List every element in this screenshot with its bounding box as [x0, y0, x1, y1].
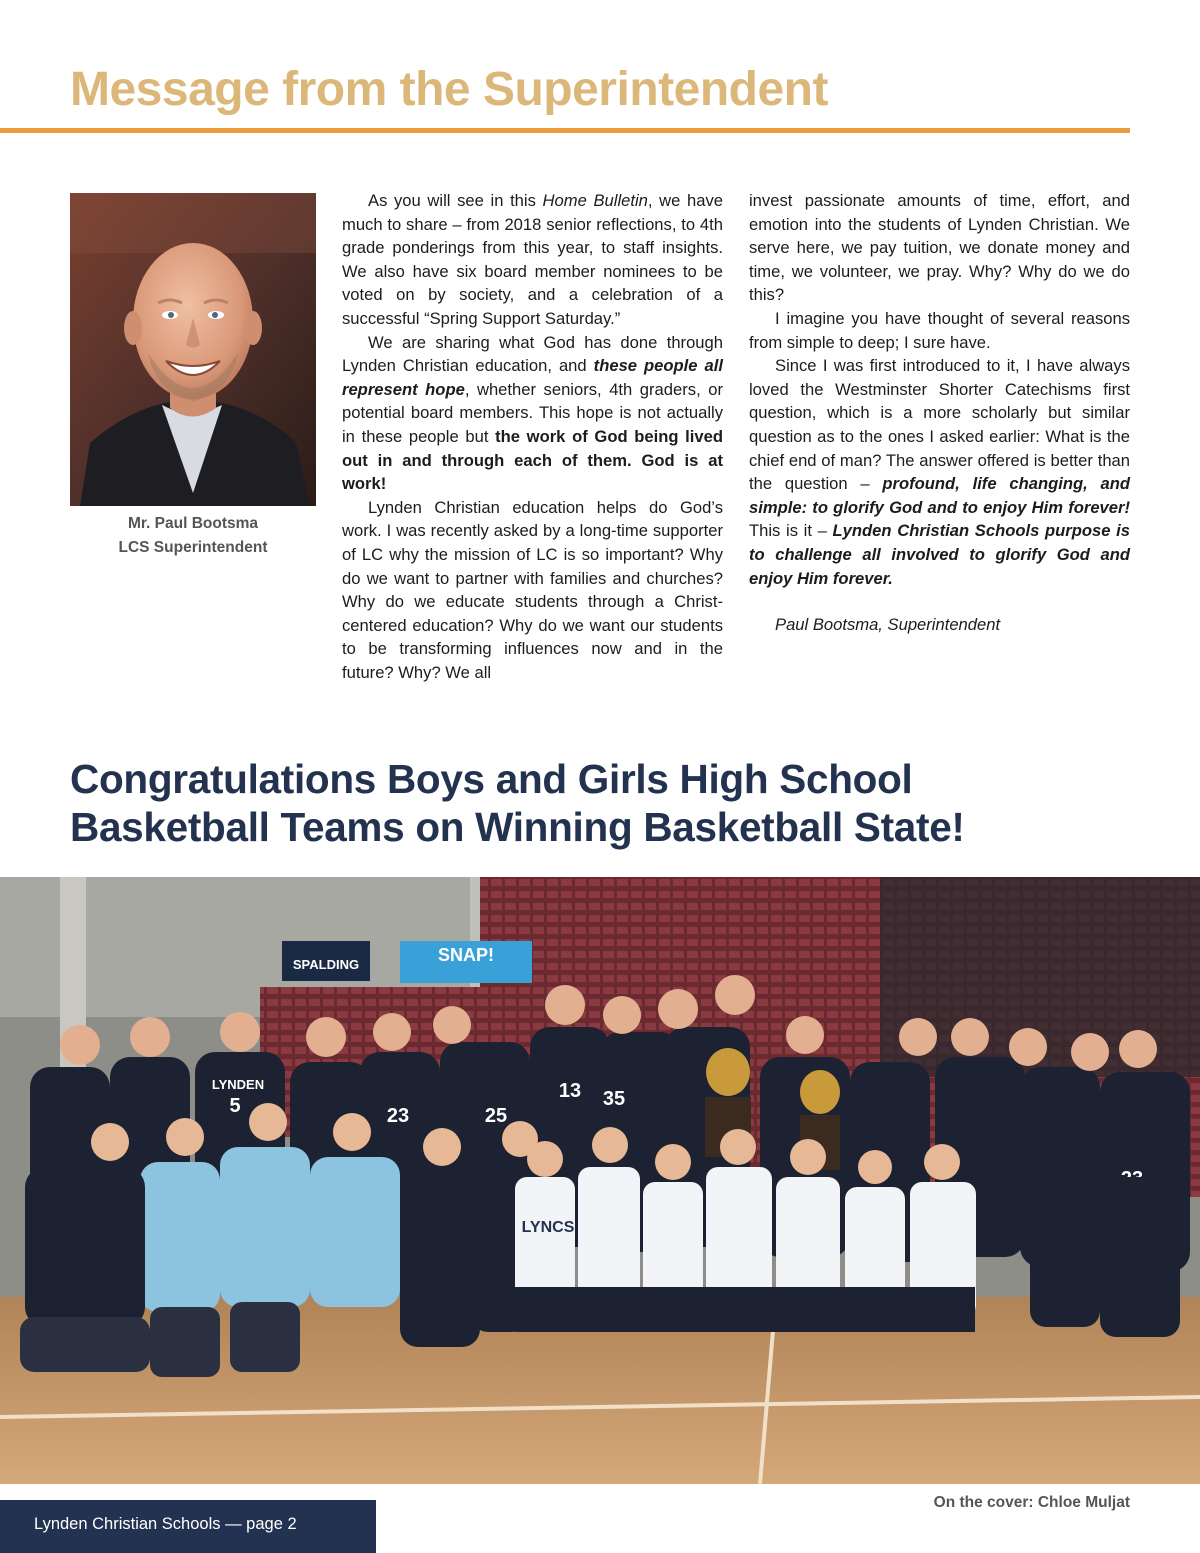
p1-text-b: , we have much to share – from 2018 senior reflections, to 4th grade ponderings from this year, to staff insights. We also have six board member nominees to be voted on by society, and a celebration of a successful “Spring Support Saturday.”	[342, 191, 723, 328]
portrait-caption	[70, 512, 316, 560]
letter-column-2	[749, 189, 1130, 637]
snap-banner-text: SNAP!	[437, 945, 495, 965]
svg-text:23: 23	[386, 1105, 410, 1127]
svg-text:35: 35	[602, 1088, 626, 1110]
team-photo-illustration	[0, 877, 1200, 1484]
letter-column-1	[342, 189, 723, 684]
p2-text-b: , whether seniors, 4th graders, or potential board members. This hope is not actually in these people but	[342, 379, 723, 446]
p1-text-a: As you will see in this	[368, 191, 543, 210]
jersey-text: LYNDEN	[211, 1077, 265, 1092]
svg-text:13: 13	[558, 1080, 582, 1102]
headline-line-1: Congratulations Boys and Girls High School	[70, 756, 913, 802]
paragraph-2	[342, 331, 723, 496]
cheer-text: LYNCS	[521, 1219, 575, 1236]
headline-line-2: Basketball Teams on Winning Basketball State!	[70, 804, 965, 850]
superintendent-portrait	[70, 193, 316, 506]
p5-text-a: Since I was first introduced to it, I have always loved the Westminster Shorter Catechisms first question, which is a more scholarly but similar question as to the ones I asked earlier: What is the chief end of man? The answer offered is better than the question –	[749, 356, 1130, 494]
footer-page-label: Lynden Christian Schools — page 2	[34, 1515, 297, 1533]
svg-text:25: 25	[484, 1105, 508, 1127]
p1-italic: Home Bulletin	[542, 191, 648, 210]
p5-bold-italic-1: profound, life changing, and simple: to glorify God and to enjoy Him forever!	[749, 474, 1130, 517]
p2-text-a: We are sharing what God has done through Lynden Christian education, and	[342, 332, 723, 376]
portrait-illustration	[70, 193, 316, 506]
p2-bold: the work of God being lived out in and through each of them. God is at work!	[342, 426, 723, 494]
title-rule	[0, 128, 1130, 133]
paragraph-3: Lynden Christian education helps do God’s work. I was recently asked by a long-time supporter of LC why the mission of LC is so important? Why do we want to partner with families and churches? Why do we educate students through a Christ-centered education? Why do we want our students to be transforming influences now and in the future? Why? We all	[342, 497, 723, 682]
signature: Paul Bootsma, Superintendent	[775, 615, 1001, 635]
p5-bold-italic-2: Lynden Christian Schools purpose is to challenge all involved to glorify God and enjoy Him forever.	[749, 521, 1130, 588]
p5-text-b: This is it –	[749, 521, 833, 541]
page-title: Message from the Superintendent	[70, 63, 828, 116]
p2-bold-italic: these people all represent hope	[342, 356, 723, 399]
footer-bar	[0, 1500, 376, 1553]
spalding-banner-text: SPALDING	[292, 957, 360, 972]
paragraph-4: I imagine you have thought of several reasons from simple to deep; I sure have.	[749, 308, 1130, 352]
congratulations-headline	[70, 755, 965, 851]
caption-role: LCS Superintendent	[118, 539, 268, 556]
cover-credit: On the cover: Chloe Muljat	[933, 1494, 1130, 1511]
svg-text:5: 5	[229, 1095, 241, 1117]
paragraph-3-continued: invest passionate amounts of time, effort, and emotion into the students of Lynden Christian. We serve here, we pay tuition, we donate money and time, we volunteer, we pray. Why? Why do we do this?	[749, 191, 1130, 305]
caption-name: Mr. Paul Bootsma	[127, 515, 259, 532]
team-photo	[0, 877, 1200, 1484]
paragraph-5	[749, 354, 1130, 590]
paragraph-1	[342, 189, 723, 331]
